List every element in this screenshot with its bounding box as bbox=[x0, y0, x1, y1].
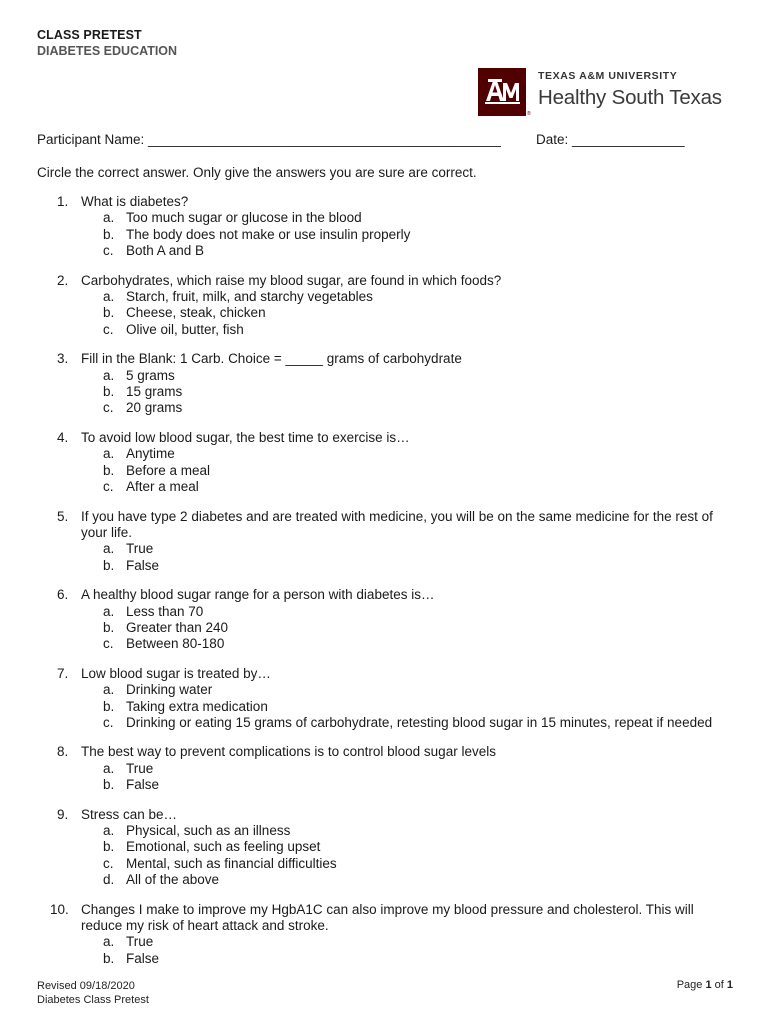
document-title: CLASS PRETEST bbox=[37, 28, 142, 42]
option-text: 15 grams bbox=[126, 384, 183, 400]
option-letter: b. bbox=[103, 384, 115, 400]
answer-option[interactable] bbox=[81, 715, 737, 731]
answer-option[interactable] bbox=[81, 400, 737, 416]
answer-option[interactable] bbox=[81, 305, 737, 321]
question-text: If you have type 2 diabetes and are treated with medicine, you will be on the same medicine for the rest of your life. bbox=[81, 508, 713, 540]
question-text: The best way to prevent complications is to control blood sugar levels bbox=[81, 744, 496, 760]
option-letter: c. bbox=[103, 855, 114, 871]
option-letter: c. bbox=[103, 243, 114, 259]
question-9 bbox=[37, 807, 737, 889]
answer-options bbox=[81, 289, 737, 338]
logo-university-text: TEXAS A&M UNIVERSITY bbox=[538, 70, 678, 82]
answer-options bbox=[81, 934, 737, 967]
option-letter: c. bbox=[103, 636, 114, 652]
option-text: Anytime bbox=[126, 446, 175, 462]
footer-left bbox=[37, 979, 149, 1007]
option-text: Drinking or eating 15 grams of carbohydrate, retesting blood sugar in 15 minutes, repeat if needed bbox=[126, 714, 713, 730]
option-letter: c. bbox=[103, 400, 114, 416]
answer-option[interactable] bbox=[81, 839, 737, 855]
option-letter: a. bbox=[103, 367, 115, 383]
answer-option[interactable] bbox=[81, 463, 737, 479]
option-letter: b. bbox=[103, 557, 115, 573]
option-letter: b. bbox=[103, 226, 115, 242]
footer-document-name: Diabetes Class Pretest bbox=[37, 994, 149, 1006]
answer-option[interactable] bbox=[81, 446, 737, 462]
answer-option[interactable] bbox=[81, 243, 737, 259]
answer-option[interactable] bbox=[81, 823, 737, 839]
option-text: Starch, fruit, milk, and starchy vegetables bbox=[126, 289, 373, 305]
option-text: True bbox=[126, 934, 154, 950]
answer-option[interactable] bbox=[81, 384, 737, 400]
option-text: False bbox=[126, 950, 160, 966]
question-text: A healthy blood sugar range for a person with diabetes is… bbox=[81, 587, 435, 603]
question-text: What is diabetes? bbox=[81, 194, 189, 209]
option-letter: d. bbox=[103, 872, 115, 888]
question-text: Stress can be… bbox=[81, 806, 178, 822]
question-number: 9. bbox=[57, 806, 69, 822]
answer-options bbox=[81, 761, 737, 794]
option-letter: a. bbox=[103, 289, 115, 305]
answer-option[interactable] bbox=[81, 227, 737, 243]
option-text: Greater than 240 bbox=[126, 619, 229, 635]
question-1 bbox=[37, 194, 737, 260]
answer-option[interactable] bbox=[81, 699, 737, 715]
option-text: Less than 70 bbox=[126, 603, 204, 619]
option-letter: a. bbox=[103, 603, 115, 619]
logo-program-name: Healthy South Texas bbox=[538, 86, 722, 109]
question-7 bbox=[37, 666, 737, 732]
question-2 bbox=[37, 273, 737, 339]
answer-option[interactable] bbox=[81, 777, 737, 793]
page-total: 1 bbox=[726, 979, 733, 991]
question-number: 5. bbox=[57, 508, 69, 524]
question-text: Low blood sugar is treated by… bbox=[81, 665, 271, 681]
page-of: of bbox=[711, 979, 727, 991]
question-3 bbox=[37, 351, 737, 417]
option-text: False bbox=[126, 777, 160, 793]
option-text: False bbox=[126, 557, 160, 573]
option-text: 5 grams bbox=[126, 367, 175, 383]
question-text: To avoid low blood sugar, the best time to exercise is… bbox=[81, 429, 410, 445]
option-letter: a. bbox=[103, 760, 115, 776]
option-text: Physical, such as an illness bbox=[126, 823, 291, 838]
option-letter: b. bbox=[103, 305, 115, 321]
answer-options bbox=[81, 446, 737, 495]
logo bbox=[478, 68, 723, 120]
question-text: Changes I make to improve my HgbA1C can also improve my blood pressure and cholesterol. This will reduce my risk of heart attack and stroke. bbox=[81, 901, 694, 934]
answer-options bbox=[81, 210, 737, 259]
option-text: Mental, such as financial difficulties bbox=[126, 855, 337, 871]
question-number: 3. bbox=[57, 351, 69, 367]
registered-mark: ® bbox=[527, 111, 531, 117]
option-text: All of the above bbox=[126, 872, 220, 888]
question-number: 4. bbox=[57, 429, 69, 445]
question-text: Fill in the Blank: 1 Carb. Choice = _____ grams of carbohydrate bbox=[81, 351, 462, 367]
option-text: Cheese, steak, chicken bbox=[126, 305, 266, 321]
answer-options bbox=[81, 682, 737, 731]
question-number: 2. bbox=[57, 272, 69, 288]
option-letter: c. bbox=[103, 479, 114, 495]
answer-option[interactable] bbox=[81, 856, 737, 872]
option-text: 20 grams bbox=[126, 400, 183, 416]
answer-option[interactable] bbox=[81, 620, 737, 636]
answer-options bbox=[81, 604, 737, 653]
option-text: After a meal bbox=[126, 479, 199, 495]
page-prefix: Page bbox=[676, 979, 706, 991]
page-number bbox=[677, 979, 733, 991]
question-4 bbox=[37, 430, 737, 496]
question-list bbox=[37, 194, 737, 980]
question-number: 7. bbox=[57, 665, 69, 681]
question-10 bbox=[37, 902, 737, 968]
question-8 bbox=[37, 744, 737, 793]
option-letter: c. bbox=[103, 321, 114, 337]
answer-option[interactable] bbox=[81, 682, 737, 698]
answer-option[interactable] bbox=[81, 541, 737, 557]
option-text: Olive oil, butter, fish bbox=[126, 321, 244, 337]
option-text: Before a meal bbox=[126, 462, 211, 478]
question-number: 6. bbox=[57, 587, 69, 603]
answer-options bbox=[81, 368, 737, 417]
option-letter: a. bbox=[103, 210, 115, 226]
answer-option[interactable] bbox=[81, 951, 737, 967]
option-letter: b. bbox=[103, 777, 115, 793]
answer-option[interactable] bbox=[81, 289, 737, 305]
answer-option[interactable] bbox=[81, 934, 737, 950]
option-letter: a. bbox=[103, 934, 115, 950]
question-number: 1. bbox=[57, 194, 69, 209]
instructions: Circle the correct answer. Only give the answers you are sure are correct. bbox=[37, 165, 477, 180]
atm-logo-icon bbox=[478, 68, 526, 116]
option-letter: b. bbox=[103, 839, 115, 855]
option-text: Between 80-180 bbox=[126, 636, 225, 652]
option-text: True bbox=[126, 541, 154, 557]
option-letter: b. bbox=[103, 698, 115, 714]
option-letter: b. bbox=[103, 462, 115, 478]
option-letter: c. bbox=[103, 714, 114, 730]
document-subtitle: DIABETES EDUCATION bbox=[37, 44, 178, 58]
answer-option[interactable] bbox=[81, 604, 737, 620]
option-text: Too much sugar or glucose in the blood bbox=[126, 210, 362, 226]
answer-option[interactable] bbox=[81, 872, 737, 888]
option-letter: a. bbox=[103, 682, 115, 698]
option-text: Emotional, such as feeling upset bbox=[126, 839, 321, 855]
answer-option[interactable] bbox=[81, 322, 737, 338]
option-letter: a. bbox=[103, 446, 115, 462]
answer-option[interactable] bbox=[81, 479, 737, 495]
question-5 bbox=[37, 509, 737, 575]
question-text: Carbohydrates, which raise my blood sugar, are found in which foods? bbox=[81, 272, 502, 288]
question-number: 8. bbox=[57, 744, 69, 760]
option-letter: b. bbox=[103, 619, 115, 635]
option-letter: b. bbox=[103, 950, 115, 966]
option-text: Both A and B bbox=[126, 243, 205, 259]
option-letter: a. bbox=[103, 541, 115, 557]
answer-options bbox=[81, 541, 737, 574]
option-text: True bbox=[126, 760, 154, 776]
date-field[interactable]: Date: _______________ bbox=[536, 132, 685, 147]
option-letter: a. bbox=[103, 823, 115, 838]
option-text: Drinking water bbox=[126, 682, 213, 698]
participant-name-field[interactable]: Participant Name: _______________________________________________ bbox=[37, 132, 501, 147]
question-6 bbox=[37, 587, 737, 653]
answer-options bbox=[81, 823, 737, 889]
option-text: The body does not make or use insulin properly bbox=[126, 226, 411, 242]
answer-option[interactable] bbox=[81, 636, 737, 652]
answer-option[interactable] bbox=[81, 761, 737, 777]
answer-option[interactable] bbox=[81, 558, 737, 574]
revised-date: Revised 09/18/2020 bbox=[37, 980, 135, 992]
page-current: 1 bbox=[705, 979, 712, 991]
question-number: 10. bbox=[50, 901, 69, 917]
answer-option[interactable] bbox=[81, 368, 737, 384]
option-text: Taking extra medication bbox=[126, 698, 268, 714]
answer-option[interactable] bbox=[81, 210, 737, 226]
